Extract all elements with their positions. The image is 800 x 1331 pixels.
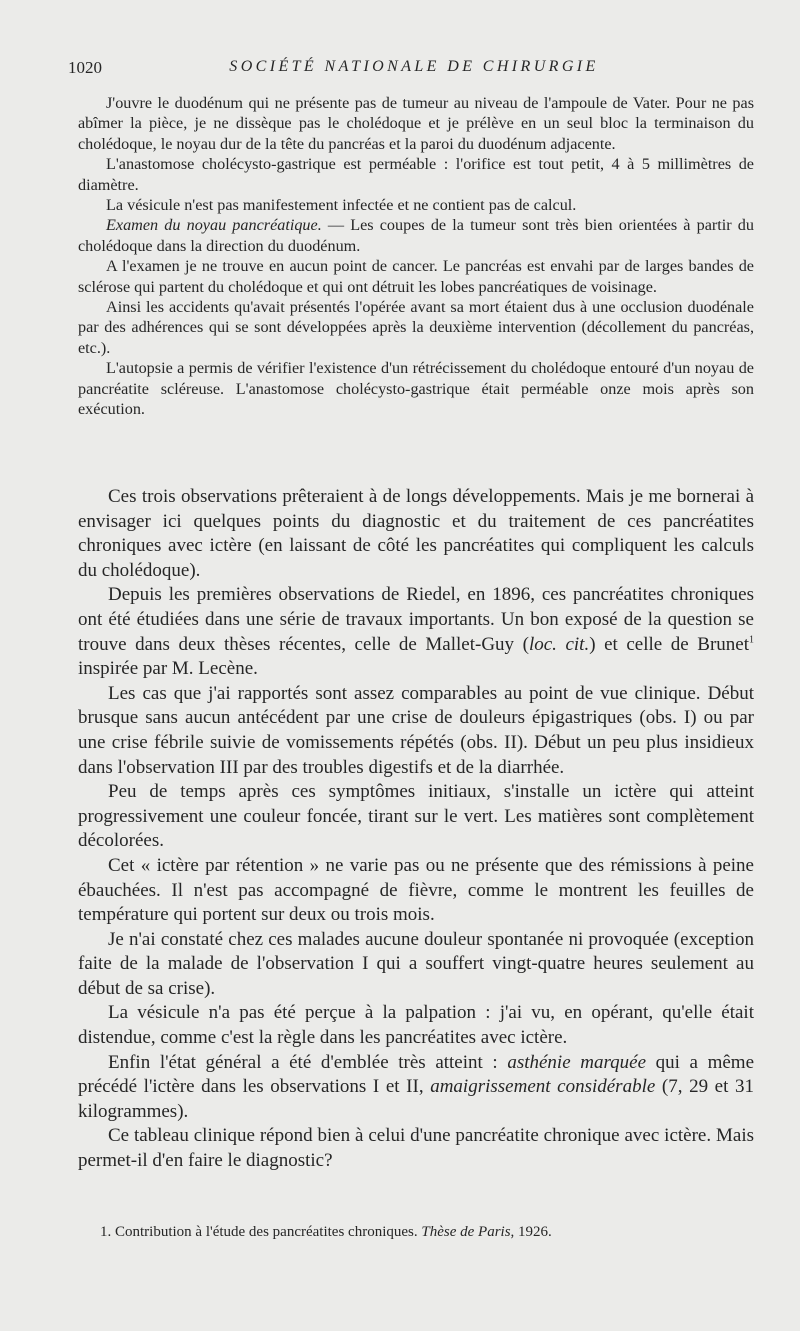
text-run: ) et celle de Brunet: [589, 633, 749, 655]
text-run: , 1926.: [510, 1224, 552, 1240]
paragraph: A l'examen je ne trouve en aucun point de cancer. Le pancréas est envahi par de larges bandes de sclérose qui partent du cholédoque et qui ont détruit les lobes pancréatiques de voisinage.: [78, 257, 754, 296]
paragraph: Ces trois observations prêteraient à de longs développements. Mais je me bornerai à envisager ici quelques points du diagnostic et du traitement de ces pancréatites chroniques avec ictère (en laissant de côté les pancréatites qui compliquent les calculs du cholédoque).: [78, 486, 754, 581]
text-run-italic: Thèse de Paris: [421, 1224, 511, 1240]
footnote: [78, 1222, 754, 1242]
case-report-text: [78, 93, 754, 420]
paragraph: [78, 1051, 754, 1125]
text-run: Enfin l'état général a été d'emblée très atteint :: [108, 1051, 508, 1073]
discussion-text: [78, 485, 754, 1174]
paragraph: J'ouvre le duodénum qui ne présente pas de tumeur au niveau de l'ampoule de Vater. Pour ne pas abîmer la pièce, je ne dissèque pas le cholédoque et je prélève en un seul bloc la terminaison du cholédoque, le noyau dur de la tête du pancréas et la paroi du duodénum adjacente.: [78, 94, 754, 153]
text-run: qui a même précédé l'ictère dans les observations I et II,: [78, 1051, 755, 1098]
paragraph: Les cas que j'ai rapportés sont assez comparables au point de vue clinique. Début brusque sans aucun antécédent par une crise de douleurs épigastriques (obs. I) ou par une crise fébrile suivie de vomissements répétés (obs. II). Début un peu plus insidieux dans l'observation III par des troubles digestifs et de la diarrhée.: [78, 682, 754, 778]
text-run-italic: loc. cit.: [528, 633, 590, 655]
text-run: (7, 29 et 31 kilogrammes).: [78, 1076, 754, 1122]
paragraph: La vésicule n'a pas été perçue à la palpation : j'ai vu, en opérant, qu'elle était distendue, comme c'est la règle dans les pancréatites avec ictère.: [78, 1002, 754, 1049]
paragraph: Peu de temps après ces symptômes initiaux, s'installe un ictère qui atteint progressivement une couleur foncée, tirant sur le vert. Les matières sont complètement décolorées.: [78, 781, 754, 852]
paragraph: L'anastomose cholécysto-gastrique est perméable : l'orifice est tout petit, 4 à 5 millimètres de diamètre.: [78, 155, 754, 194]
text-run: 1. Contribution à l'étude des pancréatites chroniques.: [100, 1224, 422, 1240]
paragraph: Je n'ai constaté chez ces malades aucune douleur spontanée ni provoquée (exception faite de la malade de l'observation I qui a souffert vingt-quatre heures seulement au début de sa crise).: [78, 928, 754, 999]
text-run-italic: amaigrissement considérable: [430, 1076, 656, 1098]
running-title: SOCIÉTÉ NATIONALE DE CHIRURGIE: [229, 58, 599, 75]
paragraph-examen: [78, 215, 754, 256]
text-run-italic: asthénie marquée: [507, 1051, 647, 1073]
examen-heading: Examen du noyau pancréatique.: [106, 216, 322, 235]
text-run: Depuis les premières observations de Riedel, en 1896, ces pancréatites chroniques ont été étudiées dans une série de travaux importants. Un bon exposé de la question se trouve dans deux thèses récentes, celle de Mallet-Guy (: [78, 584, 754, 655]
paragraph: L'autopsie a permis de vérifier l'existence d'un rétrécissement du cholédoque entouré d'un noyau de pancréatite scléreuse. L'anastomose cholécysto-gastrique était perméable onze mois après son exécution.: [78, 359, 754, 419]
footnote-ref[interactable]: 1: [749, 634, 754, 646]
examen-text: — Les coupes de la tumeur sont très bien orientées à partir du cholédoque dans la direction du duodénum.: [78, 216, 754, 255]
paragraph: [78, 583, 754, 681]
text-run: inspirée par M. Lecène.: [78, 658, 258, 680]
paragraph: Cet « ictère par rétention » ne varie pas ou ne présente que des rémissions à peine ébauchées. Il n'est pas accompagné de fièvre, comme le montrent les feuilles de température qui portent sur deux ou trois mois.: [78, 854, 754, 926]
page-number: 1020: [68, 58, 102, 77]
page-header: [68, 58, 760, 82]
paragraph: Ce tableau clinique répond bien à celui d'une pancréatite chronique avec ictère. Mais permet-il d'en faire le diagnostic?: [78, 1125, 754, 1172]
paragraph: Ainsi les accidents qu'avait présentés l'opérée avant sa mort étaient dus à une occlusion duodénale par des adhérences qui se sont développées après la deuxième intervention (décollement du pancréas, etc.).: [78, 298, 754, 357]
paragraph: La vésicule n'est pas manifestement infectée et ne contient pas de calcul.: [106, 196, 577, 215]
